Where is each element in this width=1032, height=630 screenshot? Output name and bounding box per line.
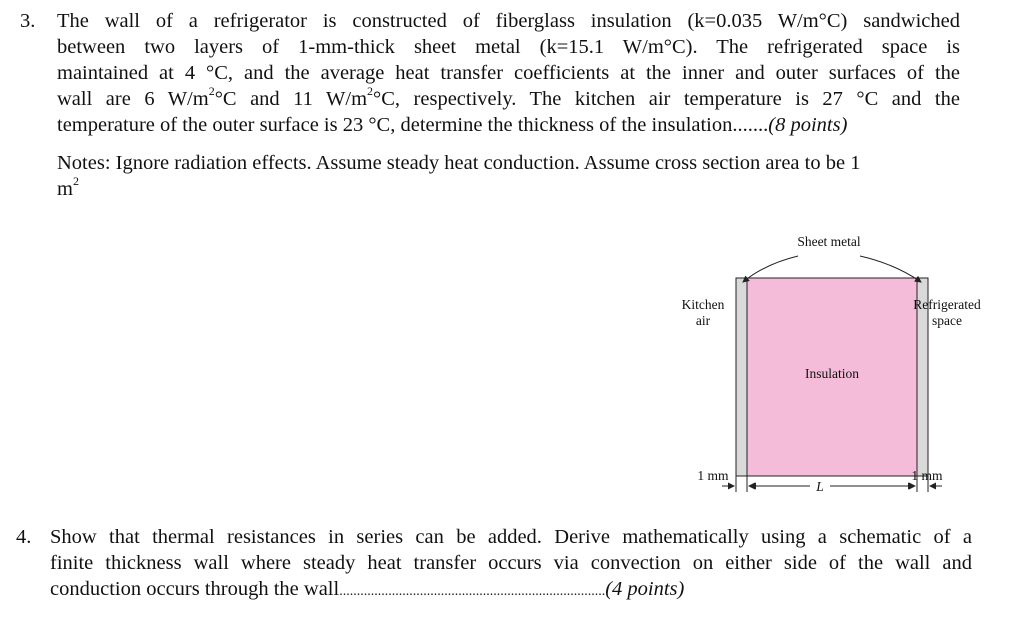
q3-line-5 xyxy=(57,112,960,138)
q4-dots: ............................................................................ xyxy=(339,584,606,599)
insulation-label: Insulation xyxy=(805,366,859,381)
kitchen-air-label xyxy=(672,297,734,329)
kitchen-label-line-2: air xyxy=(695,313,711,328)
question-4 xyxy=(16,524,972,605)
q3-line-4 xyxy=(57,86,960,112)
question-4-text xyxy=(50,524,972,605)
left-mm-label: 1 mm xyxy=(697,468,729,483)
q3-line-4a: wall are 6 W/m xyxy=(57,88,209,110)
question-3-text xyxy=(57,8,960,138)
refrigerator-wall-diagram xyxy=(670,228,1000,498)
sheet-metal-label: Sheet metal xyxy=(797,234,861,249)
question-3-number: 3. xyxy=(20,10,36,32)
q3-points: (8 points) xyxy=(768,114,848,136)
q3-notes-unit xyxy=(57,176,960,202)
kitchen-label-line-1: Kitchen xyxy=(681,297,725,312)
q4-line-2: finite thickness wall where steady heat transfer occurs via convection on either side of the wall and xyxy=(50,552,972,574)
q3-dots: ....... xyxy=(732,114,769,136)
q3-notes-unit-m: m xyxy=(57,178,73,200)
left-sheet-metal xyxy=(736,278,747,476)
q3-line-3: maintained at 4 °C, and the average heat transfer coefficients at the inner and outer surfaces of the xyxy=(57,62,960,84)
q4-line-3 xyxy=(50,576,972,605)
q4-line-1: Show that thermal resistances in series can be added. Derive mathematically using a schematic of a xyxy=(50,526,972,548)
question-4-number: 4. xyxy=(16,526,32,548)
q3-sup-1: 2 xyxy=(208,84,215,99)
q3-notes-line: Notes: Ignore radiation effects. Assume steady heat conduction. Assume cross section area to be 1 xyxy=(57,152,861,174)
q3-line-4c: °C, respectively. The kitchen air temperature is 27 °C and the xyxy=(373,88,960,110)
q3-line-5-text: temperature of the outer surface is 23 °C, determine the thickness of the insulation xyxy=(57,114,733,136)
q3-notes-sup: 2 xyxy=(72,174,79,189)
q3-sup-2: 2 xyxy=(367,84,374,99)
diagram-svg xyxy=(670,228,1000,498)
right-mm-label: 1 mm xyxy=(911,468,943,483)
q3-line-4b: °C and 11 W/m xyxy=(214,88,368,110)
q3-line-1: The wall of a refrigerator is constructed of fiberglass insulation (k=0.035 W/m°C) sandwiched xyxy=(57,10,960,32)
q3-notes xyxy=(57,150,960,202)
thickness-label: L xyxy=(816,479,824,494)
q4-line-3-text: conduction occurs through the wall xyxy=(50,578,340,600)
q3-line-2: between two layers of 1-mm-thick sheet metal (k=15.1 W/m°C). The refrigerated space is xyxy=(57,36,960,58)
q4-points: (4 points) xyxy=(605,578,685,600)
refrig-label-line-1: Refrigerated xyxy=(913,297,981,312)
refrig-label-line-2: space xyxy=(932,313,962,328)
question-3 xyxy=(20,8,960,202)
refrigerated-space-label xyxy=(904,297,990,329)
